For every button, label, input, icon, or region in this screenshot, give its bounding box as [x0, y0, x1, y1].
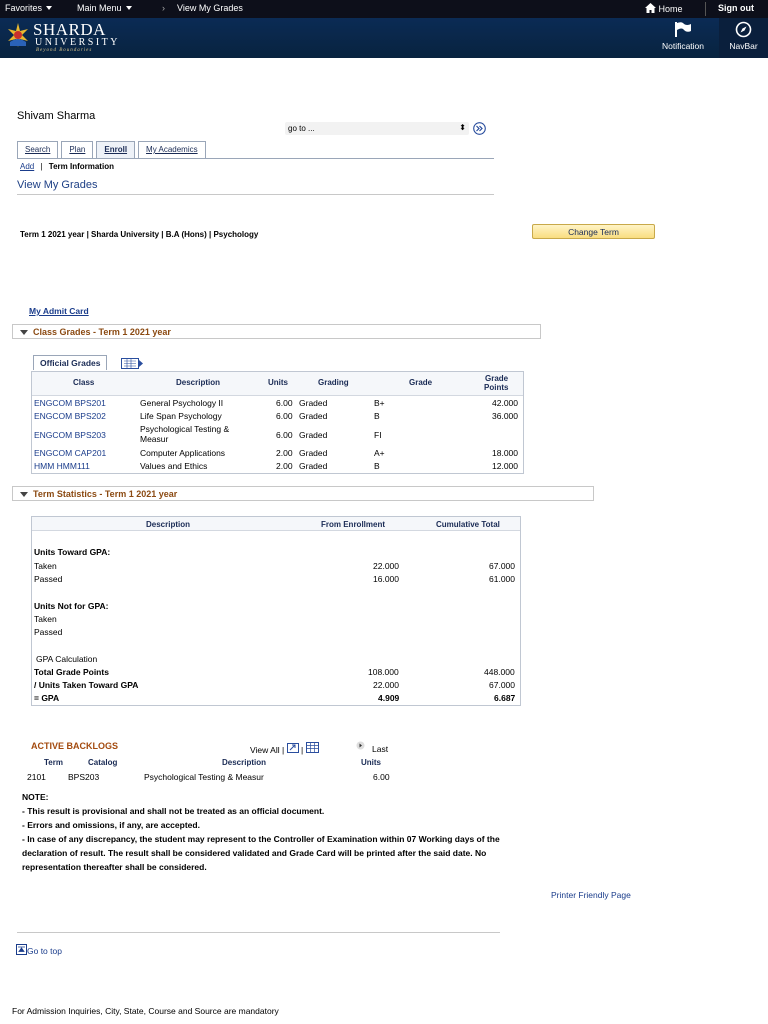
class-description: Life Span Psychology	[140, 411, 222, 421]
total-grade-points-label: Total Grade Points	[34, 667, 109, 677]
col-header-description: Description	[176, 378, 221, 387]
backlog-units: 6.00	[373, 772, 390, 782]
footer-divider	[17, 932, 500, 933]
university-header	[0, 18, 768, 58]
navbar-button[interactable]	[719, 18, 768, 58]
backlog-col-catalog: Catalog	[88, 758, 118, 767]
not-gpa-taken-label: Taken	[34, 614, 57, 624]
academics-tabs	[17, 141, 209, 158]
note-line: representation thereafter shall be considered.	[22, 862, 207, 872]
goto-value: go to ...	[288, 124, 315, 133]
chevron-right-icon: ›	[162, 3, 165, 13]
class-link[interactable]: ENGCOM BPS202	[34, 411, 106, 421]
student-name: Shivam Sharma	[17, 110, 96, 122]
class-grade-points: 42.000	[492, 398, 518, 408]
backlog-term: 2101	[27, 772, 46, 782]
backlog-table-header	[22, 755, 395, 769]
tab-plan[interactable]: Plan	[61, 141, 93, 158]
class-link[interactable]: ENGCOM BPS203	[34, 430, 106, 440]
class-grade: B	[374, 461, 380, 471]
note-line: declaration of result. The result shall be considered validated and Grade Card will be printed after the said date. No	[22, 848, 487, 858]
collapse-triangle-icon	[20, 492, 28, 497]
official-grades-tab[interactable]: Official Grades	[33, 355, 107, 370]
brand-name: SHARDA	[33, 20, 106, 39]
brand-sub: UNIVERSITY	[35, 37, 120, 48]
col-header-grading: Grading	[318, 378, 349, 387]
tab-enroll[interactable]: Enroll	[96, 141, 135, 158]
active-backlogs-title: ACTIVE BACKLOGS	[31, 741, 119, 751]
home-icon	[645, 3, 656, 13]
note-line: - This result is provisional and shall not be treated as an official document.	[22, 806, 325, 816]
term-line: Term 1 2021 year | Sharda University | B.A (Hons) | Psychology	[20, 230, 259, 239]
title-divider	[17, 194, 494, 195]
taken-from-enrollment: 22.000	[373, 561, 399, 571]
goto-button[interactable]	[473, 122, 486, 135]
stats-col-cumulative: Cumulative Total	[436, 520, 500, 529]
class-description: Values and Ethics	[140, 461, 208, 471]
main-menu-label: Main Menu	[77, 3, 122, 13]
go-to-top-label: Go to top	[27, 946, 62, 956]
university-logo-icon	[5, 22, 31, 48]
stats-col-description: Description	[146, 520, 191, 529]
units-toward-gpa-label: Units Toward GPA:	[34, 547, 111, 557]
units-taken-cumulative: 67.000	[489, 680, 515, 690]
stats-col-from-enrollment: From Enrollment	[321, 520, 386, 529]
spreadsheet-download-icon[interactable]	[306, 742, 319, 753]
zoom-icon[interactable]	[287, 743, 299, 753]
top-nav-bar	[0, 0, 768, 18]
favorites-menu[interactable]	[5, 3, 52, 13]
class-grading: Graded	[299, 430, 328, 440]
arrow-up-box-icon	[16, 944, 27, 955]
printer-friendly-link[interactable]: Printer Friendly Page	[551, 890, 631, 900]
note-line: - Errors and omissions, if any, are accepted.	[22, 820, 200, 830]
notification-button[interactable]	[656, 21, 710, 51]
page-title: View My Grades	[17, 179, 98, 191]
col-header-grade-points-line2: Points	[484, 383, 509, 392]
go-to-top-link[interactable]	[16, 944, 62, 956]
tabs-divider	[17, 158, 494, 159]
class-grading: Graded	[299, 411, 328, 421]
gpa-cumulative: 6.687	[494, 693, 516, 703]
term-statistics-title: Term Statistics - Term 1 2021 year	[33, 489, 178, 499]
add-link[interactable]: Add	[20, 162, 35, 171]
class-units: 2.00	[276, 461, 293, 471]
admit-card-link[interactable]: My Admit Card	[29, 306, 89, 316]
class-units: 6.00	[276, 398, 293, 408]
chevron-down-icon	[46, 6, 52, 10]
collapse-triangle-icon	[20, 330, 28, 335]
note-line: - In case of any discrepancy, the student may represent to the Controller of Examination within 07 Working days of the	[22, 834, 500, 844]
backlog-catalog: BPS203	[68, 772, 100, 782]
not-gpa-passed-label: Passed	[34, 627, 63, 637]
change-term-button[interactable]: Change Term	[532, 224, 655, 239]
passed-label: Passed	[34, 574, 63, 584]
col-header-units: Units	[268, 378, 288, 387]
backlog-description: Psychological Testing & Measur	[144, 772, 264, 782]
term-statistics-section-header[interactable]	[12, 486, 594, 501]
brand-tagline: Beyond Boundaries	[36, 48, 93, 53]
main-menu[interactable]	[77, 3, 132, 13]
col-header-grade: Grade	[409, 378, 433, 387]
col-header-grade-points-line1: Grade	[485, 374, 509, 383]
class-link[interactable]: ENGCOM BPS201	[34, 398, 106, 408]
class-grade-points: 12.000	[492, 461, 518, 471]
flag-icon	[674, 21, 692, 38]
class-grading: Graded	[299, 461, 328, 471]
term-statistics-table	[31, 516, 521, 706]
favorites-label: Favorites	[5, 3, 43, 13]
class-grade: A+	[374, 448, 385, 458]
total-grade-points-from-enrollment: 108.000	[368, 667, 399, 677]
class-grades-section-header[interactable]	[12, 324, 541, 339]
class-description: Computer Applications	[140, 448, 226, 458]
subnav-separator: |	[40, 162, 43, 171]
total-grade-points-cumulative: 448.000	[484, 667, 515, 677]
class-grading: Graded	[299, 398, 328, 408]
separator: |	[300, 745, 306, 755]
passed-from-enrollment: 16.000	[373, 574, 399, 584]
class-description: General Psychology II	[140, 398, 224, 408]
separator: |	[281, 745, 287, 755]
backlog-col-description: Description	[222, 758, 267, 767]
tab-search[interactable]: Search	[17, 141, 58, 158]
tab-my-academics[interactable]: My Academics	[138, 141, 206, 158]
chevron-down-icon	[126, 6, 132, 10]
class-grading: Graded	[299, 448, 328, 458]
class-description-continued: Measur	[140, 434, 169, 444]
class-units: 6.00	[276, 411, 293, 421]
class-grades-title: Class Grades - Term 1 2021 year	[33, 327, 171, 337]
home-link[interactable]	[645, 3, 683, 14]
backlog-col-term: Term	[44, 758, 63, 767]
class-grade-points: 18.000	[492, 448, 518, 458]
backlog-view-controls	[250, 742, 319, 755]
sub-navigation	[20, 162, 114, 171]
class-link[interactable]: ENGCOM CAP201	[34, 448, 107, 458]
select-arrows-icon: ⬍	[459, 123, 466, 132]
taken-label: Taken	[34, 561, 57, 571]
divider	[705, 2, 706, 16]
gpa-label: = GPA	[34, 693, 60, 703]
note-heading: NOTE:	[22, 792, 49, 802]
backlog-col-units: Units	[361, 758, 381, 767]
expand-grid-icon[interactable]	[121, 358, 144, 369]
class-units: 6.00	[276, 430, 293, 440]
class-units: 2.00	[276, 448, 293, 458]
footer-text: For Admission Inquiries, City, State, Course and Source are mandatory	[12, 1006, 279, 1016]
navbar-label: NavBar	[729, 41, 758, 51]
view-all-link[interactable]: View All	[250, 745, 280, 755]
notification-label: Notification	[661, 41, 705, 51]
units-not-for-gpa-label: Units Not for GPA:	[34, 601, 109, 611]
gpa-from-enrollment: 4.909	[378, 693, 400, 703]
breadcrumb[interactable]: View My Grades	[177, 3, 243, 13]
class-grade-points: 36.000	[492, 411, 518, 421]
last-arrow-icon[interactable]	[356, 741, 365, 750]
last-link[interactable]: Last	[372, 744, 389, 754]
units-taken-toward-gpa-label: / Units Taken Toward GPA	[34, 680, 139, 690]
class-grade: FI	[374, 430, 382, 440]
class-link[interactable]: HMM HMM111	[34, 461, 90, 471]
class-grade: B+	[374, 398, 385, 408]
class-description: Psychological Testing &	[140, 424, 230, 434]
goto-select[interactable]	[285, 122, 469, 135]
compass-icon	[735, 21, 752, 38]
passed-cumulative: 61.000	[489, 574, 515, 584]
home-label: Home	[658, 4, 683, 14]
gpa-calculation-label: GPA Calculation	[36, 654, 98, 664]
taken-cumulative: 67.000	[489, 561, 515, 571]
units-taken-from-enrollment: 22.000	[373, 680, 399, 690]
sign-out-link[interactable]: Sign out	[718, 3, 754, 13]
term-information-link[interactable]: Term Information	[48, 162, 114, 171]
class-grade: B	[374, 411, 380, 421]
col-header-class: Class	[73, 378, 95, 387]
